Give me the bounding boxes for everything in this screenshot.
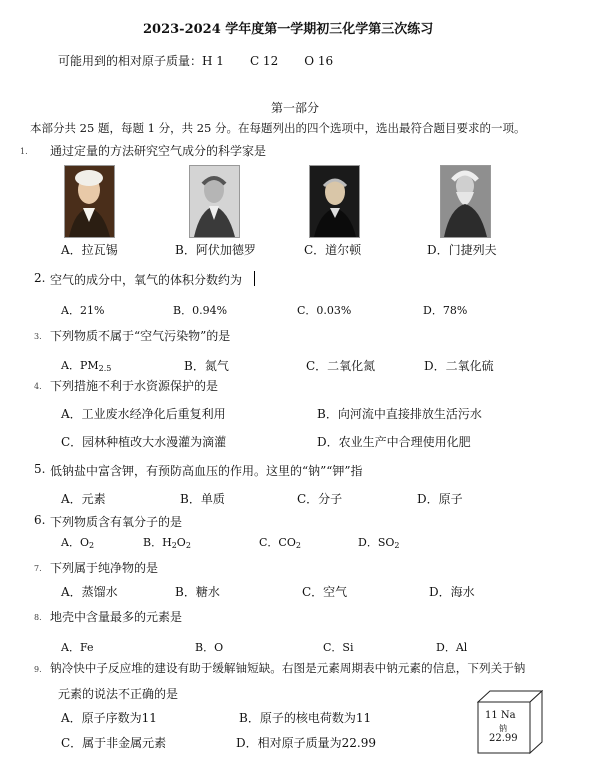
option-d[interactable]: D．原子: [417, 492, 463, 506]
option-c[interactable]: C．Si: [323, 641, 354, 654]
option-c[interactable]: C．0.03%: [297, 304, 352, 317]
option-a[interactable]: A．$O_2$: [61, 536, 95, 550]
atomic-mass-line: [58, 52, 333, 69]
option-b[interactable]: B．糖水: [175, 585, 220, 599]
question-number: 7.: [34, 564, 42, 573]
option-a[interactable]: A．工业废水经净化后重复利用: [61, 407, 226, 421]
pm-subscript: 2.5: [98, 364, 112, 373]
question-text: 地壳中含量最多的元素是: [50, 610, 183, 624]
option-a[interactable]: A．原子序数为11: [61, 711, 157, 725]
option-d[interactable]: D．农业生产中合理使用化肥: [317, 435, 471, 449]
question-number: 3.: [34, 332, 42, 341]
option-a[interactable]: A．元素: [61, 492, 106, 506]
option-d[interactable]: D．海水: [429, 585, 475, 599]
option-a-label: A．O: [61, 536, 89, 549]
dalton-portrait: [309, 165, 360, 238]
option-b[interactable]: B．氮气: [184, 359, 229, 373]
question-number: 5.: [34, 462, 46, 476]
avogadro-portrait: [189, 165, 240, 238]
lavoisier-portrait: [64, 165, 115, 238]
option-a[interactable]: A．Fe: [61, 641, 94, 654]
option-b[interactable]: B．0.94%: [173, 304, 228, 317]
element-name: 钠: [499, 724, 507, 733]
question-text-continued: 元素的说法不正确的是: [58, 687, 179, 701]
question-number: 4.: [34, 382, 42, 391]
option-b[interactable]: B．原子的核电荷数为11: [239, 711, 372, 725]
question-number: 9.: [34, 665, 42, 674]
atomic-mass-h: H 1: [202, 54, 224, 68]
option-a-label: A．PM: [61, 359, 99, 372]
part-title: 第一部分: [271, 101, 320, 115]
question-text: 下列措施不利于水资源保护的是: [50, 379, 219, 393]
option-c[interactable]: C．分子: [297, 492, 343, 506]
question-text: 下列属于纯净物的是: [50, 561, 159, 575]
option-c-label: C．CO: [259, 536, 296, 549]
part-instructions: 本部分共 25 题，每题 1 分，共 25 分。在每题列出的四个选项中，选出最符合题目要求的一项。: [30, 121, 526, 135]
text-cursor: [254, 271, 255, 286]
mendeleev-portrait: [440, 165, 491, 238]
option-a[interactable]: A．拉瓦锡: [61, 243, 118, 257]
element-number: 11: [485, 710, 498, 721]
option-c[interactable]: C．属于非金属元素: [61, 736, 167, 750]
option-b-label: B．H: [143, 536, 172, 549]
option-d-label: D．SO: [358, 536, 395, 549]
question-text: 通过定量的方法研究空气成分的科学家是: [50, 144, 267, 158]
atomic-mass-label: 可能用到的相对原子质量：: [58, 54, 203, 68]
question-number: 2.: [34, 271, 46, 285]
atomic-mass-c: C 12: [249, 54, 279, 68]
option-d[interactable]: D．$SO_2$: [358, 536, 400, 550]
option-c[interactable]: C．空气: [302, 585, 348, 599]
option-a[interactable]: A．21%: [61, 304, 105, 317]
option-b[interactable]: B．向河流中直接排放生活污水: [317, 407, 482, 421]
question-text: 低钠盐中富含钾，有预防高血压的作用。这里的“钠”“钾”指: [50, 464, 363, 478]
element-number-symbol: [485, 710, 516, 721]
sodium-element-card: [477, 690, 543, 754]
option-c[interactable]: C．$CO_2$: [259, 536, 301, 550]
option-b[interactable]: B．$H_2O_2$: [143, 536, 191, 550]
question-text: 下列物质不属于“空气污染物”的是: [50, 329, 231, 343]
option-b[interactable]: B．O: [195, 641, 224, 654]
option-d[interactable]: D．门捷列夫: [427, 243, 497, 257]
option-d[interactable]: D．78%: [423, 304, 468, 317]
option-c[interactable]: C．园林种植改大水漫灌为滴灌: [61, 435, 227, 449]
option-d[interactable]: D．相对原子质量为22.99: [236, 736, 376, 750]
question-text: 下列物质含有氧分子的是: [50, 515, 183, 529]
option-b[interactable]: B．阿伏加德罗: [175, 243, 256, 257]
option-a[interactable]: A．蒸馏水: [61, 585, 118, 599]
option-c[interactable]: C．二氧化氮: [306, 359, 376, 373]
atomic-mass-o: O 16: [304, 54, 334, 68]
option-b[interactable]: B．单质: [180, 492, 225, 506]
option-a[interactable]: [61, 357, 111, 373]
question-text: 空气的成分中，氧气的体积分数约为: [50, 273, 243, 287]
option-d[interactable]: D．二氧化硫: [424, 359, 494, 373]
element-symbol: Na: [500, 710, 516, 721]
question-number: 1.: [20, 147, 28, 156]
element-mass: 22.99: [489, 733, 518, 744]
question-number: 8.: [34, 613, 42, 622]
option-d[interactable]: D．Al: [436, 641, 468, 654]
question-text: 钠冷快中子反应堆的建设有助于缓解铀短缺。右图是元素周期表中钠元素的信息，下列关于钠: [50, 661, 526, 675]
option-c[interactable]: C．道尔顿: [304, 243, 362, 257]
page-title: 2023-2024 学年度第一学期初三化学第三次练习: [143, 22, 434, 37]
question-number: 6.: [34, 513, 46, 527]
